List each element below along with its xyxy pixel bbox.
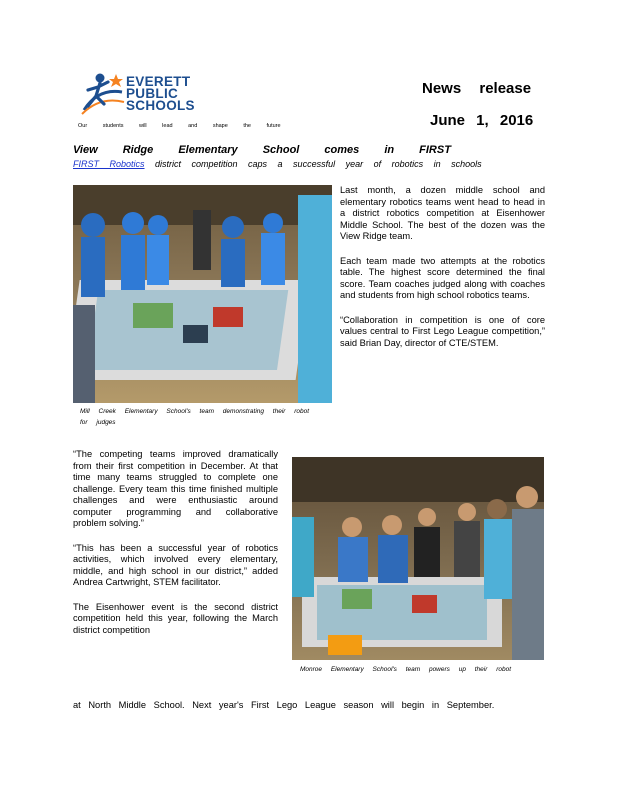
photo-mill-creek-team (73, 185, 332, 403)
closing-line: at North Middle School. Next year's First Lego League season will begin in September. (73, 700, 495, 710)
subheadline-text: district competition caps a successful year of robotics in schools (144, 159, 482, 169)
news-release-label: News release (422, 80, 532, 97)
logo-line-1: EVERETT (126, 74, 191, 89)
paragraph-1: Last month, a dozen middle school and elementary robotics teams went head to head in a district robotics competition at Eisenhower Middle School. The best of the dozen was the View Ridge team. (340, 185, 545, 241)
logo-line-3: SCHOOLS (126, 98, 195, 113)
paragraph-4: “The competing teams improved dramatically from their first competition in December. At that time many teams struggled to complete one challenge. Every team this time finished multiple challenges and were enthusiastic around computer programming and collaborative problem solving.” (73, 449, 278, 528)
tagline: Our students will lead and shape the future (78, 123, 281, 129)
logo-line-2: PUBLIC (126, 86, 179, 101)
logo-wordmark (126, 76, 195, 112)
left-column (73, 449, 278, 636)
headline: View Ridge Elementary School comes in FIRST (73, 144, 451, 156)
subheadline (73, 159, 482, 169)
right-column (340, 185, 545, 349)
release-date: June 1, 2016 (430, 112, 534, 129)
photo2-caption: Monroe Elementary School's team powers up their robot (300, 666, 512, 673)
paragraph-3: “Collaboration in competition is one of core values central to First Lego League competition,” said Brian Day, director of CTE/STEM. (340, 314, 545, 348)
paragraph-5: “This has been a successful year of robotics activities, which involved every elementary, middle, and high school in our district,” added Andrea Cartwright, STEM facilitator. (73, 542, 278, 587)
photo1-caption: Mill Creek Elementary School's team demonstrating their robot for judges (80, 408, 310, 426)
logo-figure-icon (78, 70, 128, 120)
paragraph-2: Each team made two attempts at the robotics table. The highest score determined the final score. Team coaches judged along with coaches and students from high school robotics teams. (340, 255, 545, 300)
paragraph-6: The Eisenhower event is the second district competition held this year, following the March district competition (73, 601, 278, 635)
photo-monroe-team (292, 457, 544, 660)
first-robotics-link[interactable]: FIRST Robotics (73, 159, 145, 169)
